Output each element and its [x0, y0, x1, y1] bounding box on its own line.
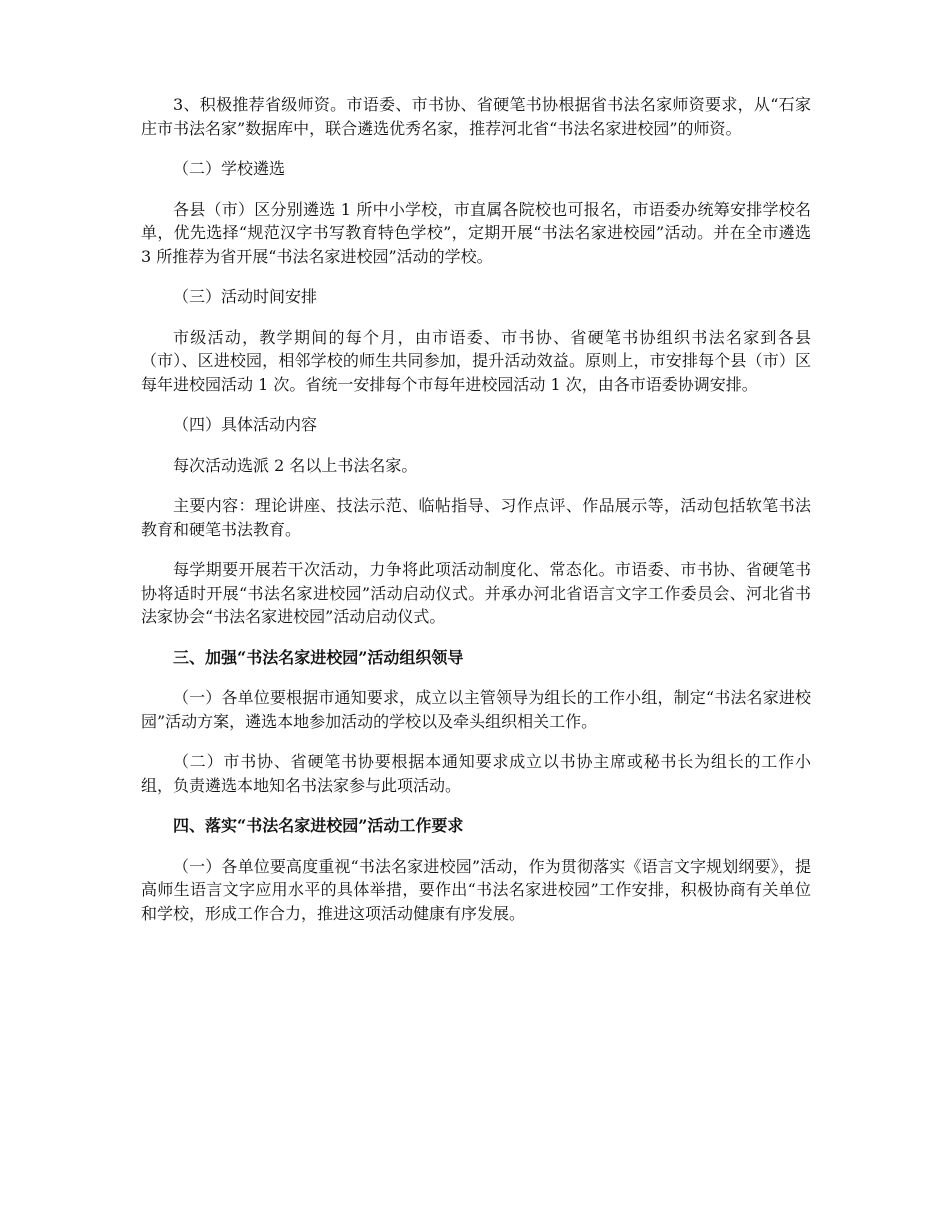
paragraph-semester-activities: 每学期要开展若干次活动，力争将此项活动制度化、常态化。市语委、市书协、省硬笔书协将适时开展“书法名家进校园”活动启动仪式。并承办河北省语言文字工作委员会、河北省书法家协会“书法名家进校园”活动启动仪式。: [141, 560, 811, 626]
paragraph-leadership-2: （二）市书协、省硬笔书协要根据本通知要求成立以书协主席或秘书长为组长的工作小组，负责遴选本地知名书法家参与此项活动。: [141, 752, 811, 795]
section-heading-leadership: 三、加强“书法名家进校园”活动组织领导: [173, 647, 464, 667]
paragraph-schedule: 市级活动，教学期间的每个月，由市语委、市书协、省硬笔书协组织书法名家到各县（市）、区进校园，相邻学校的师生共同参加，提升活动效益。原则上，市安排每个县（市）区每年进校园活动 1 次。省统一安排每个市每年进校园活动 1 次，由各市语委协调安排。: [141, 327, 811, 394]
section-heading-requirements: 四、落实“书法名家进校园”活动工作要求: [173, 816, 464, 835]
subheading-activity-content: （四）具体活动内容: [173, 415, 318, 434]
paragraph-recommend-teachers: 3、积极推荐省级师资。市语委、市书协、省硬笔书协根据省书法名家师资要求，从“石家庄市书法名家”数据库中，联合遴选优秀名家，推荐河北省“书法名家进校园”的师资。: [141, 95, 811, 138]
paragraph-leadership-1: （一）各单位要根据市通知要求，成立以主管领导为组长的工作小组，制定“书法名家进校园”活动方案，遴选本地参加活动的学校以及牵头组织相关工作。: [141, 688, 811, 731]
subheading-schedule: （三）活动时间安排: [173, 287, 318, 306]
document-body: [141, 93, 811, 942]
paragraph-school-selection: 各县（市）区分别遴选 1 所中小学校，市直属各院校也可报名，市语委办统筹安排学校名单，优先选择“规范汉字书写教育特色学校”，定期开展“书法名家进校园”活动。并在全市遴选 3 所推荐为省开展“书法名家进校园”活动的学校。: [141, 199, 811, 266]
subheading-school-selection: （二）学校遴选: [173, 159, 286, 178]
paragraph-requirements-1: （一）各单位要高度重视“书法名家进校园”活动，作为贯彻落实《语言文字规划纲要》，提高师生语言文字应用水平的具体举措，要作出“书法名家进校园”工作安排，积极协商有关单位和学校，形成工作合力，推进这项活动健康有序发展。: [141, 856, 811, 923]
paragraph-main-content: 主要内容：理论讲座、技法示范、临帖指导、习作点评、作品展示等，活动包括软笔书法教育和硬笔书法教育。: [141, 496, 811, 539]
paragraph-experts-count: 每次活动选派 2 名以上书法名家。: [173, 455, 418, 475]
